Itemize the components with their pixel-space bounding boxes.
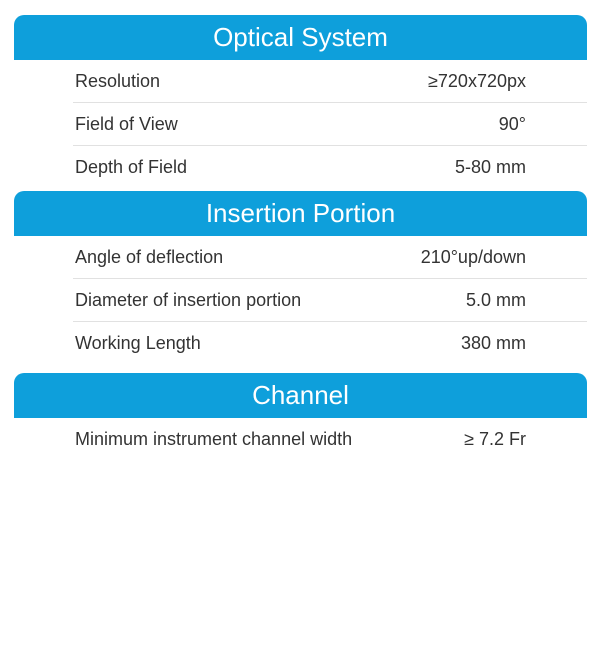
spec-row-angle-of-deflection [14, 236, 587, 279]
spec-value: 380 mm [460, 333, 526, 353]
spec-row-diameter [14, 279, 587, 322]
spec-label: Field of View [75, 114, 178, 134]
spec-value: ≥720x720px [428, 71, 526, 91]
section-header-channel: Channel [14, 373, 587, 418]
spec-label: Depth of Field [75, 157, 188, 177]
section-header-insertion-portion: Insertion Portion [14, 191, 587, 236]
spec-value: ≥ 7.2 Fr [464, 429, 526, 449]
section-header-optical-system: Optical System [14, 15, 587, 60]
spec-label: Working Length [75, 333, 201, 353]
spec-label: Minimum instrument channel width [75, 429, 353, 449]
spec-row-field-of-view [14, 103, 587, 146]
spec-value: 5.0 mm [465, 290, 526, 310]
spec-label: Resolution [75, 71, 161, 91]
spec-row-channel-width [14, 418, 587, 461]
spec-row-working-length [14, 322, 587, 365]
spec-value: 210°up/down [420, 247, 526, 267]
spec-label: Diameter of insertion portion [75, 290, 302, 310]
spec-row-depth-of-field [14, 146, 587, 189]
spec-label: Angle of deflection [75, 247, 224, 267]
spec-value: 5-80 mm [454, 157, 526, 177]
spec-row-resolution [14, 60, 587, 103]
spec-value: 90° [498, 114, 526, 134]
